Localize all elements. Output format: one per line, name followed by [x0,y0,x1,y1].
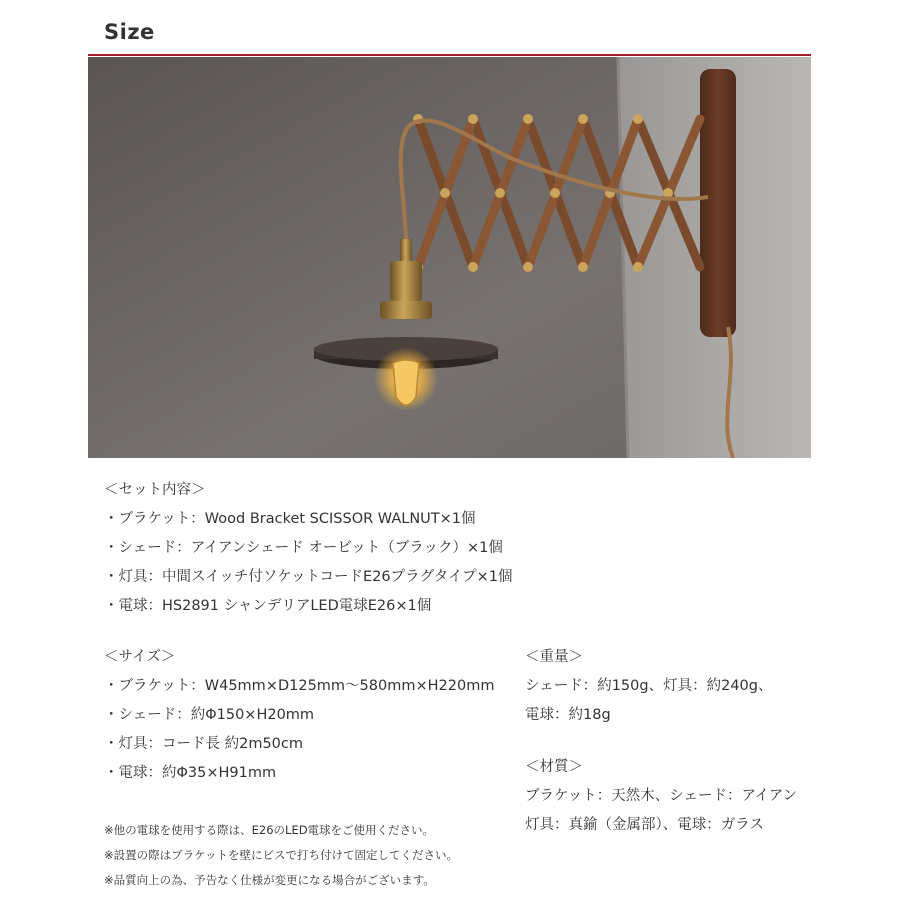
notes-section [104,818,458,893]
size-item: ・電球：約Φ35×H91mm [104,765,277,781]
set-contents-item: ・シェード：アイアンシェード オービット（ブラック）×1個 [104,540,503,556]
size-item: ・シェード：約Φ150×H20mm [104,707,315,723]
note-line: ※設置の際はブラケットを壁にビスで打ち付けて固定してください。 [104,848,459,862]
note-line: ※品質向上の為、予告なく仕様が変更になる場合がございます。 [104,873,435,887]
material-line: 灯具：真鍮（金属部）、電球：ガラス [525,817,764,833]
set-contents-item: ・ブラケット：Wood Bracket SCISSOR WALNUT×1個 [104,511,476,527]
material-section [525,753,797,840]
size-item: ・灯具：コード長 約2m50cm [104,736,304,752]
size-section [104,643,494,788]
set-contents-title: ＜セット内容＞ [104,482,206,498]
note-line: ※他の電球を使用する際は、E26のLED電球をご使用ください。 [104,823,435,837]
weight-line: シェード：約150g、灯具：約240g、 [525,678,773,694]
weight-line: 電球：約18g [525,707,611,723]
material-title: ＜材質＞ [525,759,583,775]
size-item: ・ブラケット：W45mm×D125mm～580mm×H220mm [104,678,495,694]
set-contents-item: ・電球：HS2891 シャンデリアLED電球E26×1個 [104,598,432,614]
set-contents-section [104,476,512,621]
product-photo [88,57,811,458]
section-heading: Size [104,20,155,44]
set-contents-item: ・灯具：中間スイッチ付ソケットコードE26プラグタイプ×1個 [104,569,513,585]
heading-divider [88,54,811,56]
weight-title: ＜重量＞ [525,649,583,665]
material-line: ブラケット：天然木、シェード：アイアン [525,788,798,804]
size-title: ＜サイズ＞ [104,649,176,665]
weight-section [525,643,772,730]
